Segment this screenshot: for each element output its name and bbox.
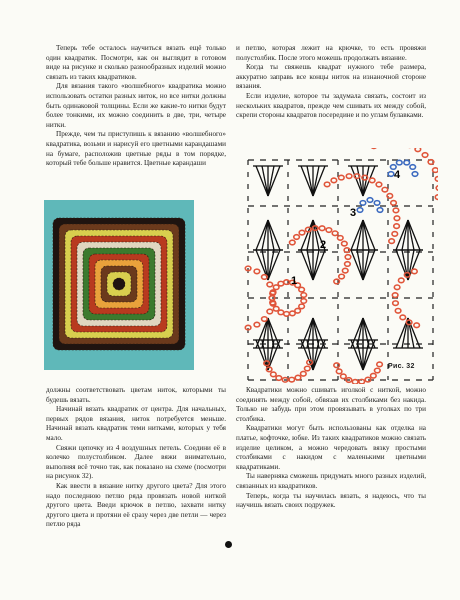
chain-loop bbox=[357, 198, 383, 213]
chain-loop bbox=[388, 160, 418, 176]
text-column-bottom-right bbox=[236, 386, 426, 511]
paragraph: Свяжи цепочку из 4 воздушных петель. Соедини её в колечко полустолбиком. Далее вяжи внимательно, выполняя всё точно так, как показано на схеме (посмотри на рисунок 32). bbox=[46, 443, 226, 481]
stitch-fan bbox=[253, 250, 283, 280]
stitch-fan bbox=[253, 220, 283, 250]
paragraph: Квадратики могут быть использованы как отделка на платье, кофточке, юбке. Из таких квадратиков можно связать изделие целиком, а можно чередовать вязку простыми столбиками с накидом с маленькими цветными квадратиками. bbox=[236, 424, 426, 471]
stitch-fan bbox=[298, 166, 328, 196]
chart-dash-lines bbox=[248, 160, 433, 380]
paragraph: Теперь, когда ты научилась вязать, я надеюсь, что ты научишь вязать своих подружек. bbox=[236, 491, 426, 510]
paragraph: Когда ты свяжешь квадрат нужного тебе размера, аккуратно заправь все концы ниток на изнаночной стороне вязания. bbox=[236, 63, 426, 91]
page-end-bullet bbox=[225, 541, 232, 548]
paragraph: Если изделие, которое ты задумала связать, состоит из нескольких квадратов, прежде чем сшивать их между собой, скрепи стороны квадратов посередине и по углам булавками. bbox=[236, 91, 426, 120]
paragraph: Как ввести в вязание нитку другого цвета? Для этого надо последнюю петлю ряда провязать новой ниткой другого цвета. Введи крючок в петлю, захвати нитку другого цвета и протяни её сразу через две петли — через петлю ряда bbox=[46, 481, 226, 529]
crochet-chart bbox=[228, 148, 438, 384]
text-column-bottom-left bbox=[46, 386, 226, 530]
paragraph: Начинай вязать квадратик от центра. Для начальных, первых рядов вязания, ниток потребуется меньше. Начинай вязать квадратик теми нитками, которых у тебя мало. bbox=[46, 405, 226, 442]
stitch-fan bbox=[393, 250, 423, 280]
paragraph: Ты наверняка сможешь придумать много разных изделий, связанных из квадратиков. bbox=[236, 472, 426, 490]
stitch-fan bbox=[298, 340, 328, 370]
paragraph: Прежде, чем ты приступишь к вязанию «волшебного» квадратика, возьми и нарисуй его цветными карандашами на бумаге, расположив цветные ряды в том порядке, который тебе больше нравится. Цветные карандаши bbox=[46, 130, 226, 168]
stitch-fan bbox=[348, 250, 378, 280]
paragraph: и петлю, которая лежит на крючке, то есть провяжи полустолбик. После этого можешь продолжать вязание. bbox=[236, 44, 426, 62]
paragraph: Теперь тебе осталось научиться вязать ещё только один квадратик. Посмотри, как он выглядит в готовом виде на рисунке и сколько разнообразных изделий можно связать из таких квадратиков. bbox=[46, 44, 226, 81]
stitch-fan bbox=[298, 250, 328, 280]
round-label-3: 3 bbox=[350, 207, 357, 219]
granny-square-photo bbox=[44, 200, 194, 370]
granny-square bbox=[53, 218, 185, 350]
stitch-fan bbox=[348, 220, 378, 250]
paragraph: должны соответствовать цветам ниток, которыми ты будешь вязать. bbox=[46, 386, 226, 404]
round-label-2: 2 bbox=[320, 239, 327, 251]
square-center bbox=[115, 280, 123, 288]
stitch-fan bbox=[348, 166, 378, 196]
text-column-top-left bbox=[46, 44, 226, 169]
figure-caption: Рис. 32 bbox=[388, 363, 415, 370]
stitch-fan bbox=[348, 340, 378, 370]
paragraph: Квадратики можно сшивать иголкой с ниткой, можно соединять между собой, обвязав их столбиками без накида. Только не забудь при этом провязывать в уголках по три столбика. bbox=[236, 386, 426, 423]
chain-loop bbox=[289, 226, 350, 284]
chain-loop bbox=[334, 362, 383, 384]
round-label-4: 4 bbox=[394, 169, 401, 181]
paragraph: Для вязания такого «волшебного» квадратика можно использовать остатки разных ниток, но все нитки должны быть одинаковой толщины. Если же какие-то нитки будут более тонкими, их можно соединить в две, три, четыре нитки. bbox=[46, 82, 226, 129]
text-column-top-right bbox=[236, 44, 426, 121]
round-label-1: 1 bbox=[291, 275, 298, 287]
stitch-fan bbox=[253, 166, 283, 196]
chain-loop bbox=[371, 148, 438, 199]
